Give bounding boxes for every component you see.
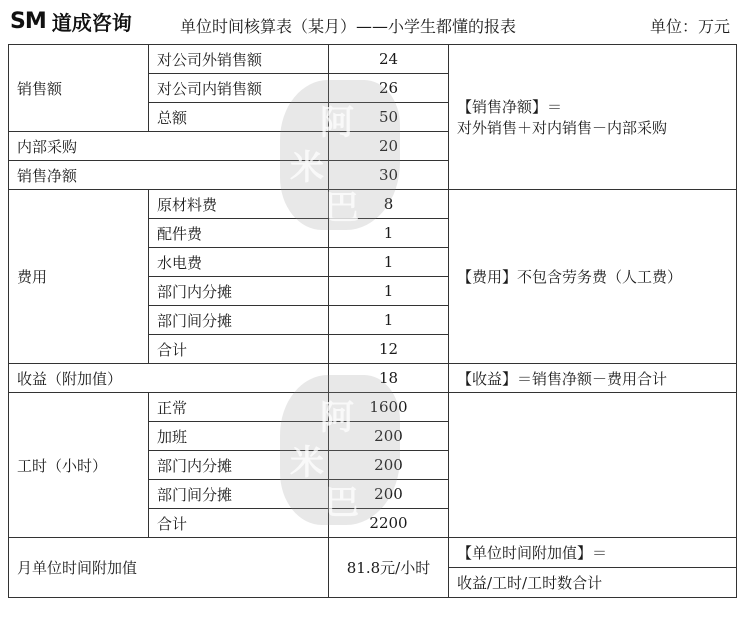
net-sales-value: 30	[329, 161, 449, 190]
expenses-note: 【费用】不包含劳务费（人工费）	[449, 190, 737, 364]
unit-value-value: 81.8元/小时	[329, 538, 449, 598]
hours-label: 工时（小时）	[9, 393, 149, 538]
row-label: 合计	[149, 335, 329, 364]
row-value: 1600	[329, 393, 449, 422]
row-label: 配件费	[149, 219, 329, 248]
expenses-label: 费用	[9, 190, 149, 364]
table-row	[9, 364, 737, 393]
row-label: 部门间分摊	[149, 306, 329, 335]
profit-label: 收益（附加值）	[9, 364, 329, 393]
row-value: 1	[329, 277, 449, 306]
row-label: 原材料费	[149, 190, 329, 219]
row-label: 对公司外销售额	[149, 45, 329, 74]
note-line: 对外销售＋对内销售－内部采购	[457, 119, 668, 137]
row-value: 200	[329, 451, 449, 480]
row-value: 200	[329, 480, 449, 509]
table-row	[9, 393, 737, 422]
watermark-glyph: 阿	[320, 398, 354, 438]
row-label: 部门间分摊	[149, 480, 329, 509]
watermark-glyph: 米	[290, 443, 324, 483]
report-title: 单位时间核算表（某月）——小学生都懂的报表	[180, 17, 517, 36]
brand-name: 道成咨询	[51, 10, 132, 35]
row-value: 1	[329, 248, 449, 277]
brand	[10, 6, 132, 36]
internal-purchase-label: 内部采购	[9, 132, 329, 161]
header	[0, 0, 750, 44]
profit-note: 【收益】＝销售净额－费用合计	[449, 364, 737, 393]
accounting-table	[8, 44, 737, 598]
table-row	[9, 45, 737, 74]
note-line: 【销售净额】＝	[457, 98, 563, 116]
unit-value-note-line2: 收益/工时/工时数合计	[449, 568, 737, 598]
profit-value: 18	[329, 364, 449, 393]
table-row	[9, 538, 737, 568]
row-value: 50	[329, 103, 449, 132]
internal-purchase-value: 20	[329, 132, 449, 161]
row-value: 200	[329, 422, 449, 451]
row-value: 2200	[329, 509, 449, 538]
sales-note	[449, 45, 737, 190]
row-value: 24	[329, 45, 449, 74]
row-label: 总额	[149, 103, 329, 132]
unit-value-note-line1: 【单位时间附加值】＝	[449, 538, 737, 568]
row-value: 26	[329, 74, 449, 103]
row-label: 部门内分摊	[149, 451, 329, 480]
row-value: 1	[329, 306, 449, 335]
watermark-glyph: 巴	[325, 188, 359, 228]
row-label: 部门内分摊	[149, 277, 329, 306]
row-label: 合计	[149, 509, 329, 538]
sales-label: 销售额	[9, 45, 149, 132]
unit-value-label: 月单位时间附加值	[9, 538, 329, 598]
row-label: 加班	[149, 422, 329, 451]
row-value: 8	[329, 190, 449, 219]
row-label: 对公司内销售额	[149, 74, 329, 103]
row-label: 正常	[149, 393, 329, 422]
watermark-glyph: 巴	[325, 483, 359, 523]
hours-note	[449, 393, 737, 538]
table-row	[9, 190, 737, 219]
net-sales-label: 销售净额	[9, 161, 329, 190]
watermark-glyph: 阿	[320, 103, 354, 143]
row-value: 12	[329, 335, 449, 364]
row-label: 水电费	[149, 248, 329, 277]
brand-logo: SM	[10, 8, 46, 34]
row-value: 1	[329, 219, 449, 248]
watermark-glyph: 米	[290, 148, 324, 188]
unit-label: 单位：万元	[649, 17, 730, 36]
